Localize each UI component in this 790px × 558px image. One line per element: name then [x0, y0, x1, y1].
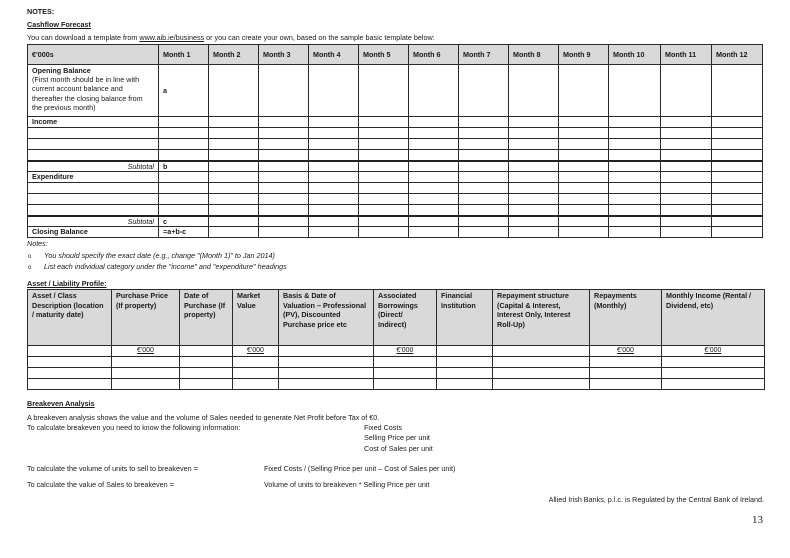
month-11-header: Month 11: [661, 45, 712, 65]
cell: [309, 65, 359, 117]
expenditure-subtotal-label: Subtotal: [28, 216, 159, 227]
month-9-header: Month 9: [559, 45, 609, 65]
valuation-basis-header: Basis & Date of Valuation – Professional (PV), Discounted Purchase price etc: [279, 290, 374, 346]
notes-label: Notes:: [27, 239, 48, 248]
regulation-footer: Allied Irish Banks, p.l.c. is Regulated by the Central Bank of Ireland.: [548, 495, 764, 504]
expenditure-row: [28, 172, 763, 183]
purchase-price-header: Purchase Price (If property): [112, 290, 180, 346]
income-subtotal-row: [28, 161, 763, 172]
breakeven-item-selling-price: Selling Price per unit: [364, 433, 430, 442]
month-2-header: Month 2: [209, 45, 259, 65]
page-number: 13: [752, 514, 763, 526]
expenditure-line-row: [28, 183, 763, 194]
month-10-header: Month 10: [609, 45, 661, 65]
asset-row: [28, 357, 765, 368]
opening-balance-desc: (First month should be in line with current account balance and thereafter the closing balance from the previous month): [32, 75, 143, 112]
associated-borrowings-header: Associated Borrowings (Direct/ Indirect): [374, 290, 437, 346]
expenditure-subtotal-mark: c: [159, 216, 209, 227]
income-line-row: [28, 150, 763, 161]
volume-breakeven-formula: Fixed Costs / (Selling Price per unit – Cost of Sales per unit): [264, 464, 456, 473]
aib-business-link[interactable]: www.aib.ie/business: [139, 33, 205, 42]
cell: [259, 65, 309, 117]
expenditure-line-row: [28, 194, 763, 205]
month-8-header: Month 8: [509, 45, 559, 65]
cell: [661, 65, 712, 117]
month-5-header: Month 5: [359, 45, 409, 65]
monthly-income-header: Monthly Income (Rental / Dividend, etc): [662, 290, 765, 346]
asset-row: [28, 368, 765, 379]
month-1-header: Month 1: [159, 45, 209, 65]
asset-header-row: [28, 290, 765, 346]
expenditure-label: Expenditure: [28, 172, 159, 183]
note-text: You should specify the exact date (e.g., change "(Month 1)" to Jan 2014): [44, 251, 275, 260]
breakeven-item-cost-of-sales: Cost of Sales per unit: [364, 444, 433, 453]
repayment-structure-header: Repayment structure (Capital & Interest, Interest Only, Interest Roll-Up): [493, 290, 590, 346]
breakeven-item-fixed-costs: Fixed Costs: [364, 423, 402, 432]
note-item: [28, 251, 275, 260]
expenditure-line-row: [28, 205, 763, 216]
intro-text-before: You can download a template from: [27, 33, 140, 42]
income-label: Income: [28, 117, 159, 128]
opening-balance-row: [28, 65, 763, 117]
value-breakeven-label: To calculate the value of Sales to breakeven =: [27, 480, 174, 489]
breakeven-line-2: To calculate breakeven you need to know the following information:: [27, 423, 241, 432]
closing-formula: =a+b-c: [159, 227, 209, 238]
monthly-income-unit: €'000: [662, 346, 765, 357]
cashflow-header-row: [28, 45, 763, 65]
month-3-header: Month 3: [259, 45, 309, 65]
cell: [509, 65, 559, 117]
note-item: [28, 262, 287, 271]
financial-institution-header: Financial Institution: [437, 290, 493, 346]
cell: [712, 65, 763, 117]
income-subtotal-label: Subtotal: [28, 161, 159, 172]
asset-class-header: Asset / Class Description (location / maturity date): [28, 290, 112, 346]
asset-unit-row: [28, 346, 765, 357]
currency-header: €'000s: [28, 45, 159, 65]
month-7-header: Month 7: [459, 45, 509, 65]
cashflow-table: [27, 44, 763, 238]
cell: [209, 65, 259, 117]
note-text: List each individual category under the "income" and "expenditure" headings: [44, 262, 287, 271]
cell: [359, 65, 409, 117]
asset-liability-table: [27, 289, 765, 390]
cashflow-heading: Cashflow Forecast: [27, 20, 91, 29]
opening-balance-label: Opening Balance: [32, 66, 91, 75]
cell: [609, 65, 661, 117]
volume-breakeven-label: To calculate the volume of units to sell to breakeven =: [27, 464, 198, 473]
repayments-unit: €'000: [590, 346, 662, 357]
cashflow-intro: [27, 33, 435, 42]
month-12-header: Month 12: [712, 45, 763, 65]
opening-balance-cell: [28, 65, 159, 117]
bullet-icon: o: [28, 254, 32, 260]
bullet-icon: o: [28, 265, 32, 271]
value-breakeven-formula: Volume of units to breakeven * Selling Price per unit: [264, 480, 430, 489]
market-value-header: Market Value: [233, 290, 279, 346]
purchase-price-unit: €'000: [112, 346, 180, 357]
cell: [559, 65, 609, 117]
closing-balance-row: [28, 227, 763, 238]
opening-mark: a: [159, 65, 209, 117]
closing-balance-label: Closing Balance: [28, 227, 159, 238]
repayments-header: Repayments (Monthly): [590, 290, 662, 346]
income-subtotal-mark: b: [159, 161, 209, 172]
month-4-header: Month 4: [309, 45, 359, 65]
borrowings-unit: €'000: [374, 346, 437, 357]
breakeven-line-1: A breakeven analysis shows the value and the volume of Sales needed to generate Net Profit before Tax of €0.: [27, 413, 380, 422]
intro-text-after: or you can create your own, based on the sample basic template below:: [204, 33, 435, 42]
income-row: [28, 117, 763, 128]
asset-row: [28, 379, 765, 390]
expenditure-subtotal-row: [28, 216, 763, 227]
notes-heading: NOTES:: [27, 7, 55, 16]
month-6-header: Month 6: [409, 45, 459, 65]
date-of-purchase-header: Date of Purchase (If property): [180, 290, 233, 346]
income-line-row: [28, 128, 763, 139]
income-line-row: [28, 139, 763, 150]
cell: [459, 65, 509, 117]
market-value-unit: €'000: [233, 346, 279, 357]
cell: [409, 65, 459, 117]
asset-liability-heading: Asset / Liability Profile:: [27, 279, 107, 288]
breakeven-heading: Breakeven Analysis: [27, 399, 95, 408]
